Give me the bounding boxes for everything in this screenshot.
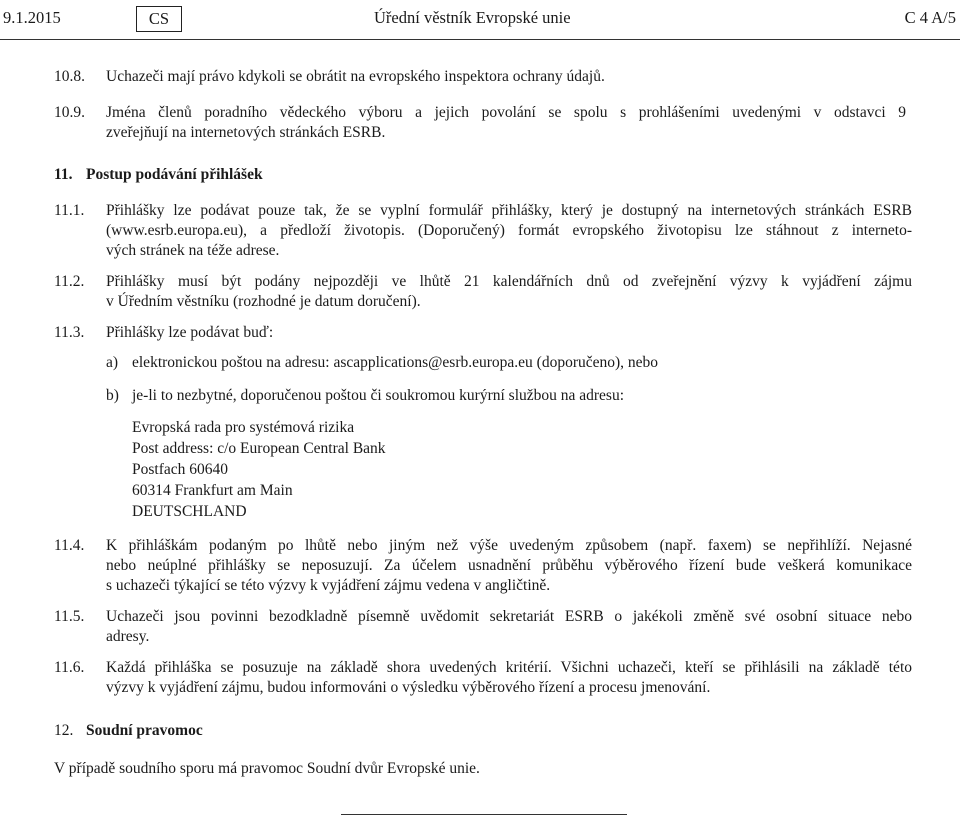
section-number: 12. — [54, 722, 74, 739]
paragraph-line: Přihlášky lze podávat pouze tak, že se vyplní formulář přihlášky, který je dostupný na internetových stránkách ESRB — [106, 202, 912, 219]
section-number: 11.3. — [54, 324, 85, 341]
address-line: Evropská rada pro systémová rizika — [132, 419, 355, 436]
section-number: 10.9. — [54, 104, 85, 121]
language-box: CS — [136, 6, 182, 32]
paragraph-text: V případě soudního sporu má pravomoc Soudní dvůr Evropské unie. — [54, 760, 480, 777]
header-rule — [0, 39, 960, 40]
paragraph-line: nebo neúplné přihlášky se neposuzují. Za účelem usnadnění průběhu výběrového řízení bude veškerá komunikace — [106, 557, 912, 574]
paragraph-line: Každá přihláška se posuzuje na základě shora uvedených kritérií. Všichni uchazeči, kteří se přihlásili na základě této — [106, 659, 912, 676]
paragraph-line: zveřejňují na internetových stránkách ESRB. — [106, 124, 386, 141]
paragraph-line: vých stránek na téže adrese. — [106, 242, 280, 259]
paragraph-text: Uchazeči mají právo kdykoli se obrátit na evropského inspektora ochrany údajů. — [106, 68, 605, 85]
address-line: 60314 Frankfurt am Main — [132, 482, 293, 499]
section-number: 11.1. — [54, 202, 85, 219]
list-item: je-li to nezbytné, doporučenou poštou či soukromou kurýrní službou na adresu: — [132, 387, 625, 404]
section-number: 11.4. — [54, 537, 85, 554]
footnote-rule — [341, 814, 627, 815]
paragraph-line: Uchazeči jsou povinni bezodkladně písemně uvědomit sekretariát ESRB o jakékoli změně své osobní situace nebo — [106, 608, 912, 625]
section-number: 11.2. — [54, 273, 85, 290]
paragraph-line: s uchazeči týkající se této výzvy k vyjádření zájmu vedena v angličtině. — [106, 577, 551, 594]
paragraph-line: v Úředním věstníku (rozhodné je datum doručení). — [106, 293, 421, 310]
address-line: Post address: c/o European Central Bank — [132, 440, 386, 457]
page-reference: C 4 A/5 — [904, 8, 956, 27]
list-label: b) — [106, 387, 119, 404]
paragraph-line: K přihláškám podaným po lhůtě nebo jiným než výše uvedeným způsobem (např. faxem) se nepřihlíží. Nejasné — [106, 537, 912, 554]
list-label: a) — [106, 354, 119, 371]
address-line: DEUTSCHLAND — [132, 503, 247, 520]
section-heading: Postup podávání přihlášek — [86, 166, 263, 183]
journal-title: Úřední věstník Evropské unie — [374, 8, 571, 27]
paragraph-line: výzvy k vyjádření zájmu, budou informováni o výsledku výběrového řízení a procesu jmenování. — [106, 679, 711, 696]
header-date: 9.1.2015 — [3, 8, 61, 27]
page-header — [0, 6, 960, 32]
paragraph-text: Přihlášky lze podávat buď: — [106, 324, 274, 341]
paragraph-line: adresy. — [106, 628, 150, 645]
paragraph-line: (www.esrb.europa.eu), a předloží životopis. (Doporučený) formát evropského životopisu lze stáhnout z interneto- — [106, 222, 912, 239]
list-item: elektronickou poštou na adresu: ascapplications@esrb.europa.eu (doporučeno), nebo — [132, 354, 659, 371]
address-line: Postfach 60640 — [132, 461, 229, 478]
paragraph-line: Jména členů poradního vědeckého výboru a jejich povolání se spolu s prohlášeními uvedenými v odstavci 9 — [106, 104, 906, 121]
section-number: 11.6. — [54, 659, 85, 676]
section-number: 10.8. — [54, 68, 85, 85]
paragraph-line: Přihlášky musí být podány nejpozději ve lhůtě 21 kalendářních dnů od zveřejnění výzvy k vyjádření zájmu — [106, 273, 912, 290]
section-number: 11. — [54, 166, 73, 183]
section-heading: Soudní pravomoc — [86, 722, 203, 739]
section-number: 11.5. — [54, 608, 85, 625]
postal-address — [132, 419, 386, 524]
